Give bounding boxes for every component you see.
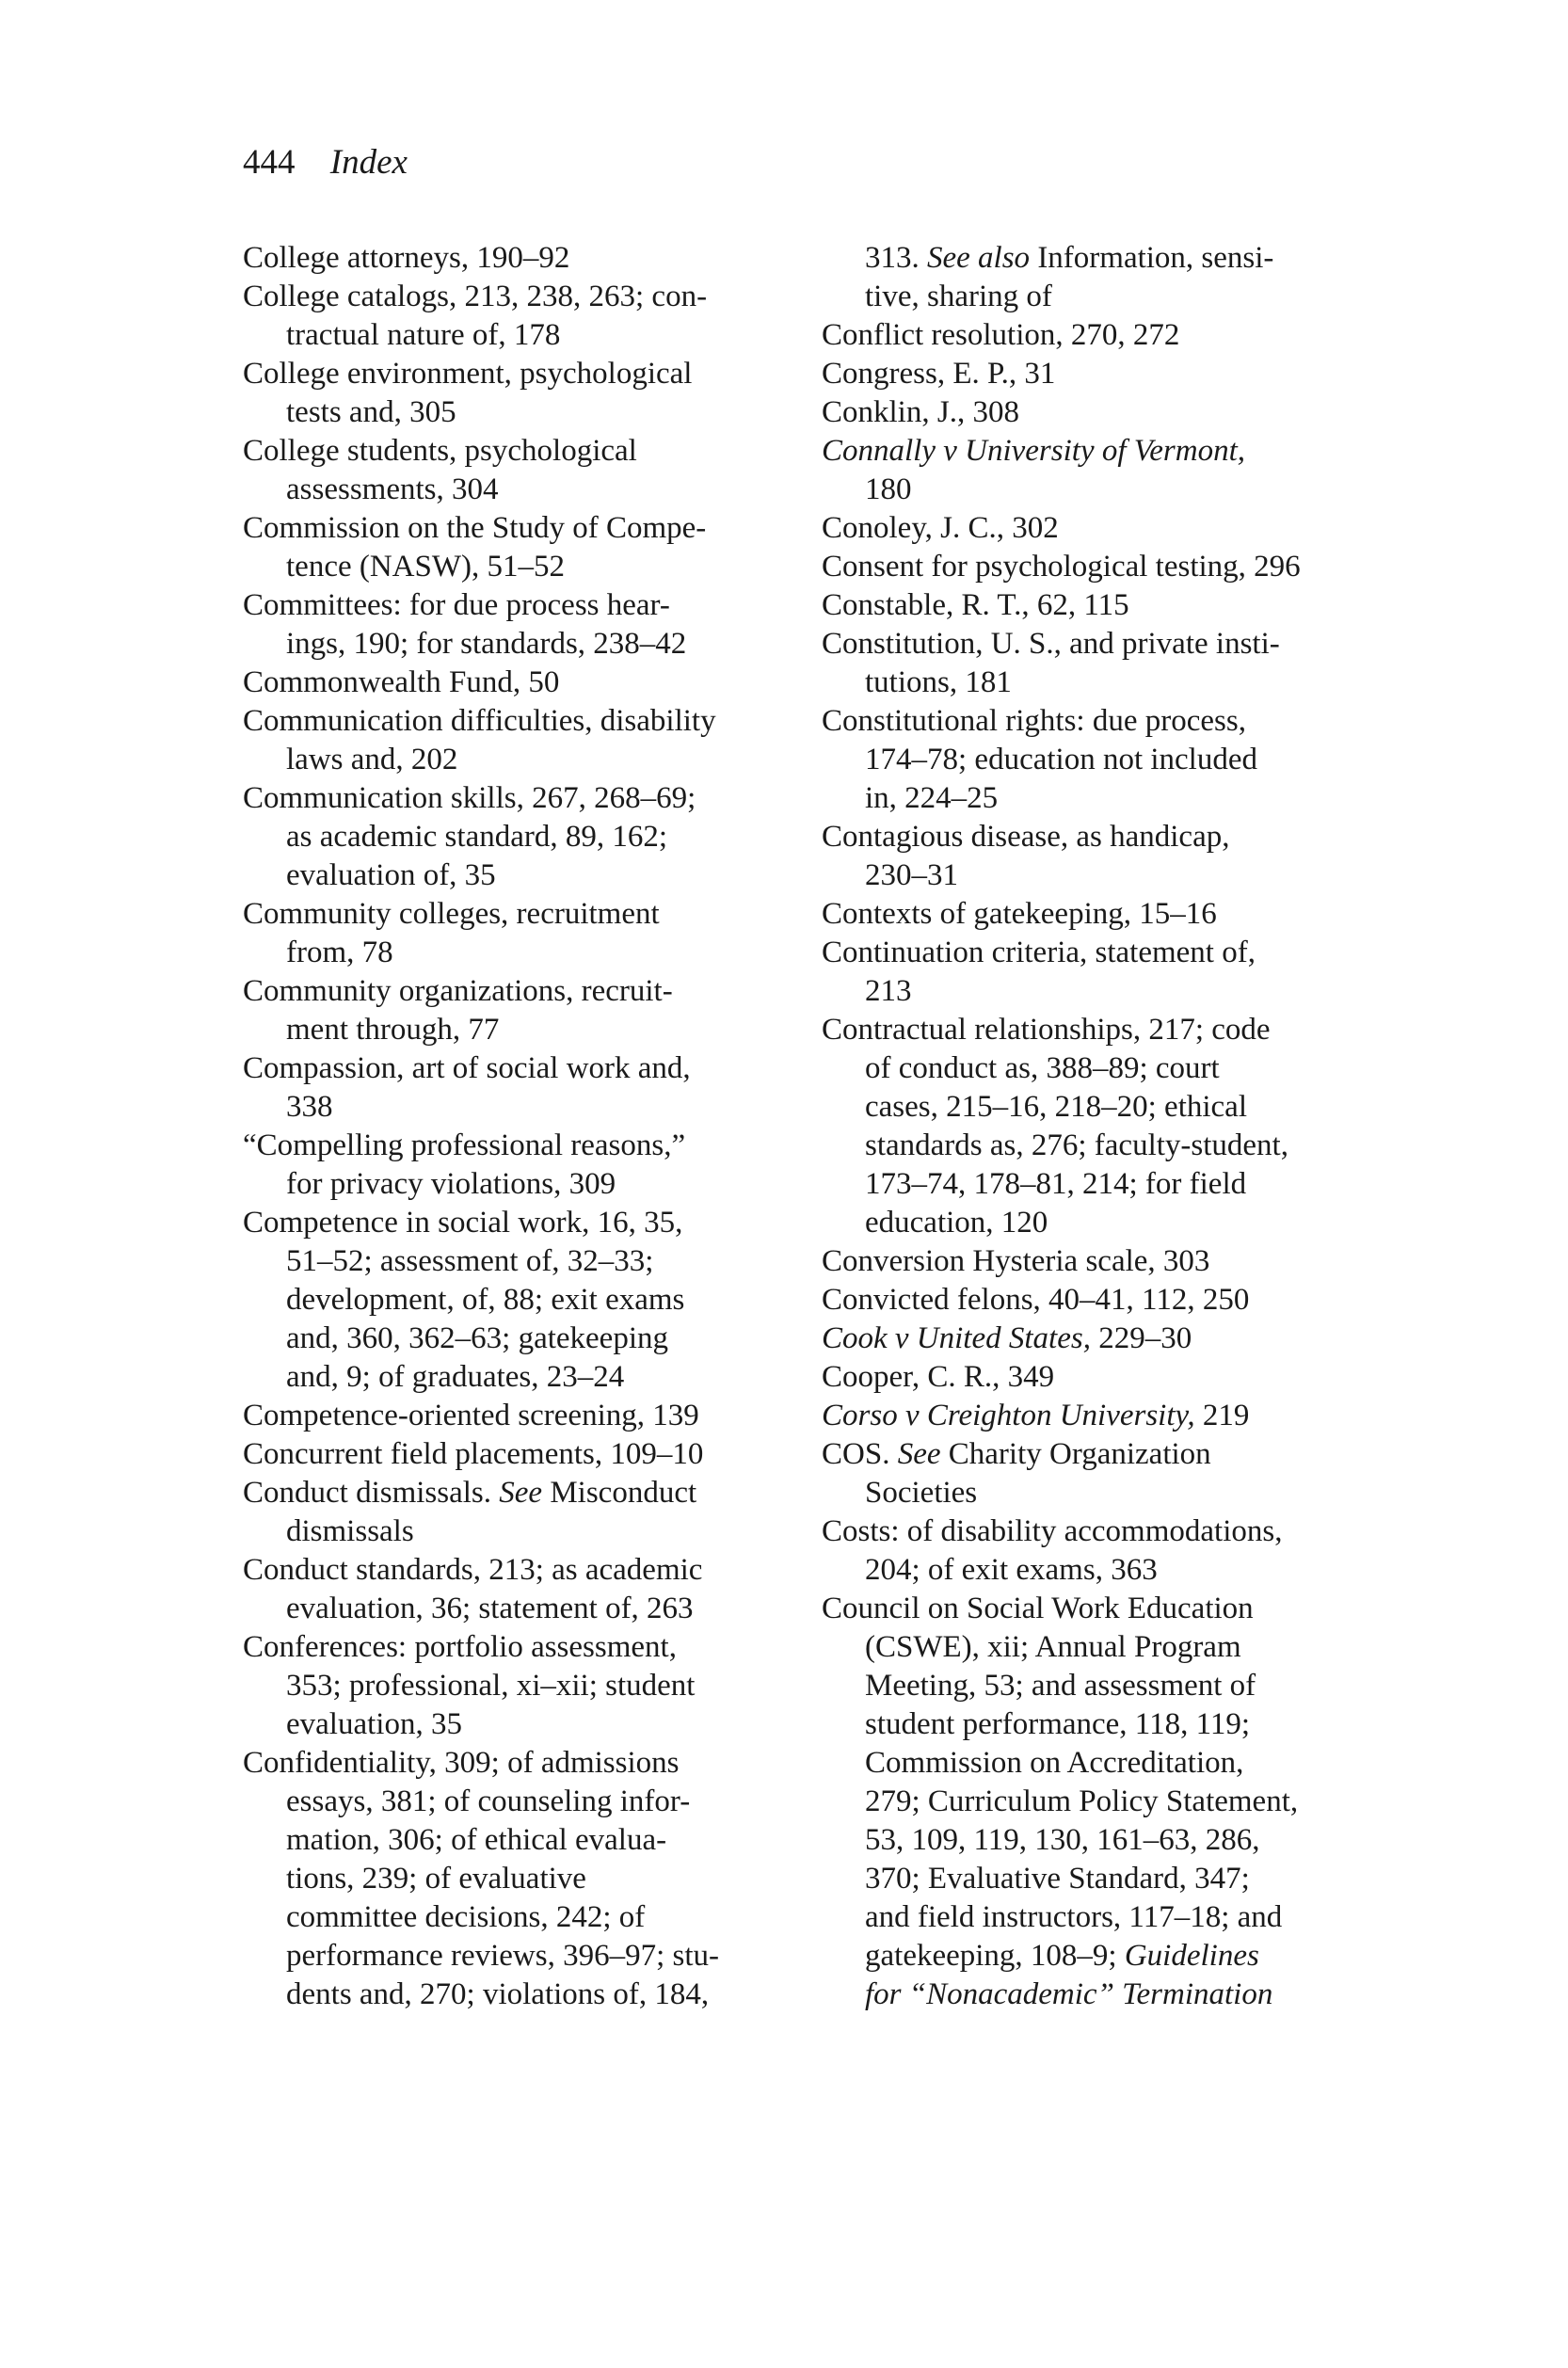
index-line-text: College students, psychological — [243, 434, 637, 468]
index-line-continuation: Information, sensi- — [1030, 241, 1274, 275]
index-line-text: ment through, 77 — [286, 1013, 500, 1047]
index-line — [822, 471, 1301, 509]
index-line — [822, 278, 1301, 316]
index-line — [243, 664, 719, 702]
index-line — [243, 316, 719, 355]
index-column-left — [243, 239, 719, 2014]
index-line-text: Constitution, U. S., and private insti- — [822, 627, 1280, 661]
index-line — [822, 779, 1301, 818]
index-line — [822, 1628, 1301, 1667]
index-line-text: 204; of exit exams, 363 — [865, 1553, 1158, 1587]
index-line — [822, 509, 1301, 548]
index-line — [822, 1821, 1301, 1860]
index-line-text: in, 224–25 — [865, 781, 999, 815]
index-line-text: Cooper, C. R., 349 — [822, 1360, 1055, 1394]
index-line-text: and, 9; of graduates, 23–24 — [286, 1360, 625, 1394]
index-line — [243, 741, 719, 779]
index-line-text: Contractual relationships, 217; code — [822, 1013, 1271, 1047]
index-line-text: 313. — [865, 241, 920, 275]
index-line-text: Commission on Accreditation, — [865, 1746, 1244, 1780]
index-line-text: 174–78; education not included — [865, 743, 1257, 776]
index-line-text: 173–74, 178–81, 214; for field — [865, 1167, 1247, 1201]
index-line — [243, 1705, 719, 1744]
index-line — [822, 1281, 1301, 1320]
index-line-text: Meeting, 53; and assessment of — [865, 1669, 1256, 1703]
index-line-text: Consent for psychological testing, 296 — [822, 550, 1301, 584]
index-line — [243, 471, 719, 509]
index-line — [822, 1204, 1301, 1242]
index-line-text: as academic standard, 89, 162; — [286, 820, 668, 854]
index-line-text: Societies — [865, 1476, 978, 1510]
index-line — [822, 355, 1301, 393]
index-line — [243, 586, 719, 625]
index-line-text: College environment, psychological — [243, 357, 693, 391]
index-line-text: Community colleges, recruitment — [243, 897, 660, 931]
index-line — [822, 1397, 1301, 1435]
index-line-text: Committees: for due process hear- — [243, 588, 670, 622]
index-line — [822, 1435, 1301, 1474]
index-line — [822, 1242, 1301, 1281]
index-line-text: Contagious disease, as handicap, — [822, 820, 1230, 854]
index-line-text: Conoley, J. C., 302 — [822, 511, 1059, 545]
index-line-text: Contexts of gatekeeping, 15–16 — [822, 897, 1217, 931]
index-line-italic: See — [897, 1437, 941, 1471]
index-line-text: Continuation criteria, statement of, — [822, 936, 1256, 969]
index-line — [243, 1088, 719, 1127]
index-line-text: Conklin, J., 308 — [822, 395, 1019, 429]
index-line-text: Conversion Hysteria scale, 303 — [822, 1244, 1210, 1278]
index-line-text: performance reviews, 396–97; stu- — [286, 1939, 720, 1973]
index-line-text: tests and, 305 — [286, 395, 456, 429]
index-line — [822, 1127, 1301, 1165]
index-line-text: 338 — [286, 1090, 333, 1124]
index-line-text: Council on Social Work Education — [822, 1592, 1254, 1625]
index-line-text: committee decisions, 242; of — [286, 1900, 646, 1934]
index-line — [822, 1165, 1301, 1204]
index-line-text: Communication skills, 267, 268–69; — [243, 781, 696, 815]
index-line-text: of conduct as, 388–89; court — [865, 1051, 1220, 1085]
index-line-text: Competence in social work, 16, 35, — [243, 1206, 683, 1240]
index-line-text: development, of, 88; exit exams — [286, 1283, 685, 1317]
index-line — [243, 1320, 719, 1358]
index-line — [822, 972, 1301, 1011]
index-line — [243, 1976, 719, 2014]
index-line — [243, 856, 719, 895]
index-line — [243, 1937, 719, 1976]
index-line-text: education, 120 — [865, 1206, 1048, 1240]
index-line-italic: for “Nonacademic” Termination — [865, 1977, 1273, 2011]
index-line — [243, 895, 719, 934]
index-line-italic: See — [499, 1476, 543, 1510]
index-line-text: evaluation, 35 — [286, 1707, 462, 1741]
index-line — [243, 1551, 719, 1590]
index-line-text: Conferences: portfolio assessment, — [243, 1630, 677, 1664]
index-line-continuation: 229–30 — [1090, 1321, 1192, 1355]
index-line-text: tive, sharing of — [865, 280, 1052, 313]
index-line-continuation: Charity Organization — [940, 1437, 1211, 1471]
index-line-text: Compassion, art of social work and, — [243, 1051, 691, 1085]
index-line — [822, 548, 1301, 586]
index-line-italic: See also — [927, 241, 1031, 275]
index-line — [243, 509, 719, 548]
index-line — [822, 1783, 1301, 1821]
index-line — [822, 1898, 1301, 1937]
index-line — [822, 1011, 1301, 1049]
index-line — [243, 1011, 719, 1049]
index-line-text: Conflict resolution, 270, 272 — [822, 318, 1180, 352]
index-line — [243, 1512, 719, 1551]
index-line-text: COS. — [822, 1437, 890, 1471]
index-line-text: Costs: of disability accommodations, — [822, 1514, 1283, 1548]
index-line-text: standards as, 276; faculty-student, — [865, 1128, 1288, 1162]
index-line — [822, 1590, 1301, 1628]
index-line — [822, 1744, 1301, 1783]
index-line — [822, 1512, 1301, 1551]
index-line — [822, 1667, 1301, 1705]
index-line-text: from, 78 — [286, 936, 393, 969]
index-line-text: 279; Curriculum Policy Statement, — [865, 1784, 1299, 1818]
index-line-text: Conduct standards, 213; as academic — [243, 1553, 703, 1587]
index-line-text: Commission on the Study of Compe- — [243, 511, 707, 545]
index-line-text: laws and, 202 — [286, 743, 458, 776]
index-line — [822, 393, 1301, 432]
index-line-text: Community organizations, recruit- — [243, 974, 673, 1008]
index-line-italic: Connally v University of Vermont, — [822, 434, 1246, 468]
index-line — [243, 1242, 719, 1281]
index-line-text: Concurrent field placements, 109–10 — [243, 1437, 704, 1471]
running-title: Index — [329, 143, 408, 182]
index-line-italic: Cook v United States, — [822, 1321, 1091, 1355]
running-header — [243, 141, 408, 184]
index-line-text: 180 — [865, 472, 912, 506]
index-line-text: assessments, 304 — [286, 472, 499, 506]
index-line-text: gatekeeping, 108–9; — [865, 1939, 1117, 1973]
index-line-text: College attorneys, 190–92 — [243, 241, 570, 275]
index-line-text: Convicted felons, 40–41, 112, 250 — [822, 1283, 1250, 1317]
index-line — [822, 664, 1301, 702]
index-line — [243, 934, 719, 972]
index-line — [243, 1397, 719, 1435]
index-line — [243, 1898, 719, 1937]
index-line — [822, 818, 1301, 856]
index-line-text: evaluation of, 35 — [286, 858, 496, 892]
index-line — [822, 1358, 1301, 1397]
index-line — [822, 1976, 1301, 2014]
index-line — [822, 856, 1301, 895]
index-line — [243, 1474, 719, 1512]
index-line — [243, 1165, 719, 1204]
index-line — [243, 1628, 719, 1667]
index-line — [243, 1744, 719, 1783]
index-line — [822, 934, 1301, 972]
index-line-text: dents and, 270; violations of, 184, — [286, 1977, 710, 2011]
index-line — [822, 1551, 1301, 1590]
index-line — [243, 1860, 719, 1898]
index-line-text: 51–52; assessment of, 32–33; — [286, 1244, 654, 1278]
index-line — [822, 1937, 1301, 1976]
index-line — [243, 1783, 719, 1821]
index-line-text: Communication difficulties, disability — [243, 704, 716, 738]
index-line-text: “Compelling professional reasons,” — [243, 1128, 686, 1162]
index-line-continuation: 219 — [1194, 1399, 1250, 1432]
index-line-text: Constable, R. T., 62, 115 — [822, 588, 1129, 622]
index-line-continuation: Misconduct — [542, 1476, 697, 1510]
index-line-italic: Guidelines — [1124, 1939, 1259, 1973]
index-line — [822, 1049, 1301, 1088]
index-line-text: Commonwealth Fund, 50 — [243, 665, 560, 699]
index-line — [243, 972, 719, 1011]
index-line — [822, 625, 1301, 664]
index-line — [243, 1049, 719, 1088]
index-line-text: essays, 381; of counseling infor- — [286, 1784, 691, 1818]
index-line-text: 213 — [865, 974, 912, 1008]
index-line-text: ings, 190; for standards, 238–42 — [286, 627, 687, 661]
index-line-text: 353; professional, xi–xii; student — [286, 1669, 696, 1703]
page-number: 444 — [243, 143, 296, 182]
index-line — [822, 895, 1301, 934]
index-line-text: College catalogs, 213, 238, 263; con- — [243, 280, 708, 313]
index-line — [243, 1821, 719, 1860]
index-line — [243, 278, 719, 316]
index-line — [822, 1088, 1301, 1127]
index-line — [243, 1127, 719, 1165]
index-line — [822, 702, 1301, 741]
index-line — [243, 239, 719, 278]
index-line-text: tence (NASW), 51–52 — [286, 550, 566, 584]
index-line — [243, 1667, 719, 1705]
index-line — [822, 586, 1301, 625]
index-line-text: student performance, 118, 119; — [865, 1707, 1251, 1741]
index-line — [243, 1435, 719, 1474]
index-line — [822, 741, 1301, 779]
index-line — [822, 432, 1301, 471]
index-line-text: mation, 306; of ethical evalua- — [286, 1823, 667, 1857]
index-line-text: (CSWE), xii; Annual Program — [865, 1630, 1241, 1664]
index-line — [243, 548, 719, 586]
index-line — [243, 1204, 719, 1242]
index-line-text: Confidentiality, 309; of admissions — [243, 1746, 680, 1780]
index-line-text: for privacy violations, 309 — [286, 1167, 616, 1201]
index-line-text: Competence-oriented screening, 139 — [243, 1399, 699, 1432]
index-line-text: Conduct dismissals. — [243, 1476, 492, 1510]
index-line — [243, 432, 719, 471]
index-line-text: tractual nature of, 178 — [286, 318, 561, 352]
index-line — [822, 1320, 1301, 1358]
index-line — [243, 702, 719, 741]
index-line — [243, 818, 719, 856]
index-line — [243, 625, 719, 664]
index-line-text: 230–31 — [865, 858, 958, 892]
index-line-text: 370; Evaluative Standard, 347; — [865, 1862, 1250, 1896]
index-line — [822, 1860, 1301, 1898]
index-line — [243, 393, 719, 432]
index-line — [243, 1590, 719, 1628]
index-line — [243, 1281, 719, 1320]
index-line-text: tions, 239; of evaluative — [286, 1862, 586, 1896]
index-line-text: 53, 109, 119, 130, 161–63, 286, — [865, 1823, 1260, 1857]
index-line — [822, 1474, 1301, 1512]
index-line-text: evaluation, 36; statement of, 263 — [286, 1592, 694, 1625]
index-line-text: tutions, 181 — [865, 665, 1012, 699]
index-line — [243, 355, 719, 393]
index-column-right — [822, 239, 1301, 2014]
index-line — [822, 239, 1301, 278]
index-line-text: and field instructors, 117–18; and — [865, 1900, 1283, 1934]
index-line-text: and, 360, 362–63; gatekeeping — [286, 1321, 668, 1355]
index-line — [243, 779, 719, 818]
index-line-text: Congress, E. P., 31 — [822, 357, 1056, 391]
index-line-text: Constitutional rights: due process, — [822, 704, 1246, 738]
index-line — [822, 1705, 1301, 1744]
index-line — [822, 316, 1301, 355]
index-line-italic: Corso v Creighton University, — [822, 1399, 1195, 1432]
index-line — [243, 1358, 719, 1397]
index-line-text: cases, 215–16, 218–20; ethical — [865, 1090, 1247, 1124]
index-line-text: dismissals — [286, 1514, 414, 1548]
